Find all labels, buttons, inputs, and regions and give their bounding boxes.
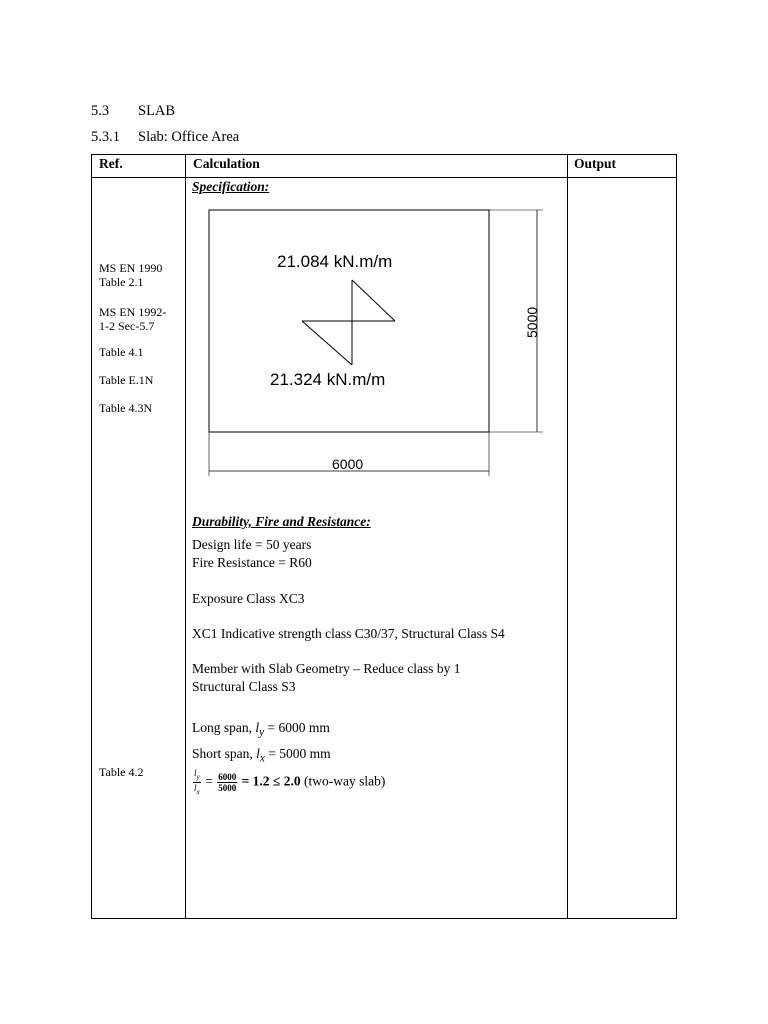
specification-heading: Specification: [192, 179, 270, 194]
moment-bottom-label: 21.324 kN.m/m [270, 370, 386, 389]
moment-arrow-symbol [302, 280, 395, 365]
header-output: Output [574, 156, 617, 171]
ref-table-4-1: Table 4.1 [99, 345, 144, 359]
calculation-table [91, 154, 677, 919]
column-divider-ref [185, 155, 186, 918]
header-calculation: Calculation [193, 156, 260, 171]
strength-class: XC1 Indicative strength class C30/37, Structural Class S4 [192, 626, 505, 641]
ref-ms-en-1992: MS EN 1992-1-2 Sec-5.7 [99, 305, 167, 333]
moment-top-label: 21.084 kN.m/m [277, 252, 393, 271]
fire-resistance: Fire Resistance = R60 [192, 555, 312, 570]
ref-table-4-2: Table 4.2 [99, 765, 144, 779]
short-span: Short span, $l_x = 5000$ mm [192, 746, 331, 765]
section-title: SLAB [138, 103, 176, 119]
header-divider [92, 177, 676, 178]
dim-horizontal-label: 6000 [332, 456, 364, 472]
ref-table-4-3n: Table 4.3N [99, 401, 153, 415]
column-divider-output [567, 155, 568, 918]
header-ref: Ref. [99, 156, 123, 171]
section-number: 5.3 [91, 103, 110, 119]
ref-table-e-1n: Table E.1N [99, 373, 154, 387]
ratio-note: (two-way slab) [300, 773, 386, 789]
ratio-result: = 1.2 ≤ 2.0 [241, 773, 301, 789]
member-geometry: Member with Slab Geometry – Reduce class by 1 [192, 661, 461, 676]
structural-class: Structural Class S3 [192, 679, 296, 694]
ratio-symbol-fraction: $\frac{l_y}{l_x}$ [194, 768, 200, 796]
long-span: Long span, $l_y = 6000$ mm [192, 720, 330, 739]
ref-ms-en-1990: MS EN 1990 Table 2.1 [99, 261, 163, 289]
subsection-number: 5.3.1 [91, 129, 120, 145]
dim-vertical-label: 5000 [524, 306, 540, 338]
slab-diagram [197, 203, 547, 477]
durability-heading: Durability, Fire and Resistance: [192, 514, 371, 529]
subsection-title: Slab: Office Area [138, 129, 240, 145]
design-life: Design life = 50 years [192, 537, 312, 552]
span-ratio: $\frac{l_y}{l_x}$ = $\frac{6000}{5000}$ = 1.2 ≤ 2.0 (two-way slab) [194, 768, 386, 796]
ratio-value-fraction: $\frac{6000}{5000}$ [218, 771, 237, 793]
exposure-class: Exposure Class XC3 [192, 591, 305, 606]
